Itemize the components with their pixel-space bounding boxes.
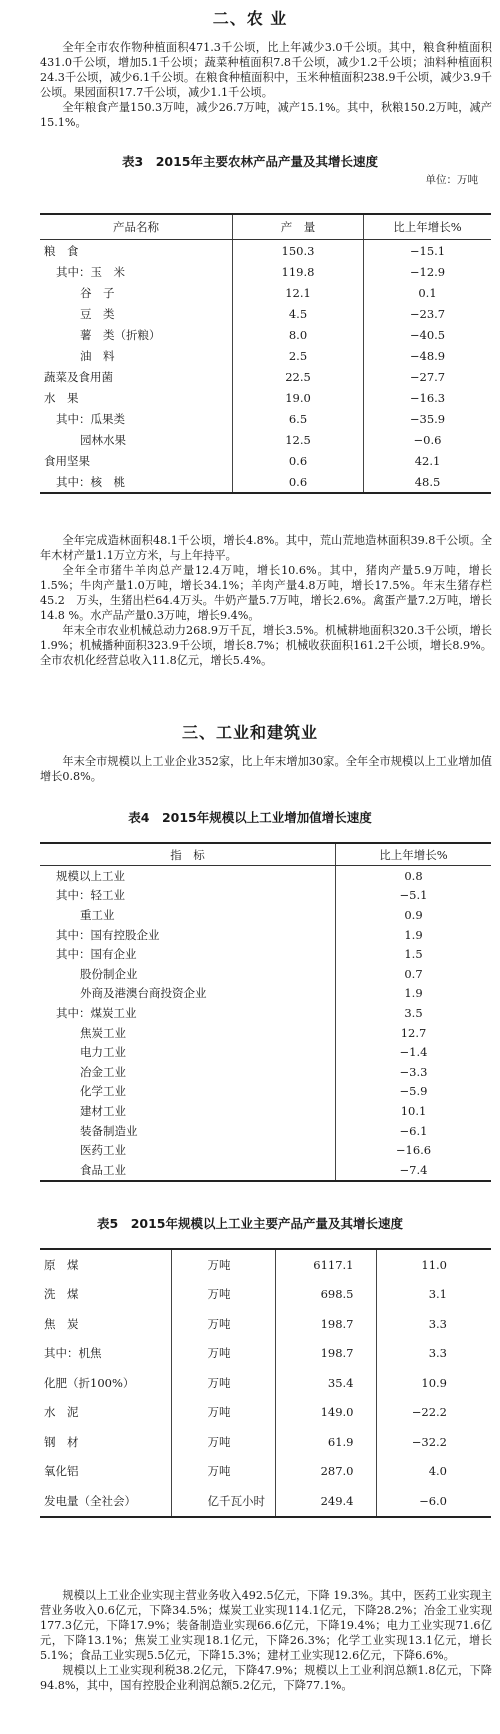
table-row (40, 886, 491, 906)
industry-intro-text (40, 754, 492, 784)
product-name-cell: 其中：瓜果类 (56, 411, 125, 426)
output-cell: 0.6 (233, 450, 364, 471)
column-header: 产品名称 (40, 214, 233, 240)
table-row (40, 1042, 491, 1062)
unit-cell: 万吨 (171, 1249, 275, 1280)
table-row (40, 240, 491, 262)
table-row (40, 1309, 491, 1339)
table-row (40, 282, 491, 303)
unit-cell: 万吨 (171, 1280, 275, 1310)
output-cell: 150.3 (233, 240, 364, 262)
paragraph: 年末全市农业机械总动力268.9万千瓦，增长3.5%。机械耕地面积320.3千公顷，增长1.9%；机械播种面积323.9千公顷，增长8.7%；机械收获面积161.2千公顷，增长8.9%。全市农机化经营总收入11.8亿元，增长5.4%。 (40, 624, 492, 667)
output-cell: 6.5 (233, 408, 364, 429)
growth-cell: 10.9 (376, 1368, 491, 1398)
table3-body (40, 240, 491, 494)
table-row (40, 387, 491, 408)
paragraph: 全年粮食产量150.3万吨，减少26.7万吨，减产15.1%。其中，秋粮150.2万吨，减产15.1%。 (40, 101, 492, 129)
growth-cell: 0.1 (418, 285, 437, 300)
table-header-row (40, 214, 491, 240)
output-cell: 61.9 (275, 1427, 376, 1457)
indicator-cell: 医药工业 (80, 1143, 126, 1158)
table-row (40, 471, 491, 493)
output-cell: 6117.1 (275, 1249, 376, 1280)
output-cell: 2.5 (233, 345, 364, 366)
output-cell: 698.5 (275, 1280, 376, 1310)
paragraph: 全年全市猪牛羊肉总产量12.4万吨，增长10.6%。其中，猪肉产量5.9万吨，增长1.5%；牛肉产量1.0万吨，增长34.1%；羊肉产量4.8万吨，增长17.5%。年末生猪存栏45.2 万头，生猪出栏64.4万头。牛奶产量5.7万吨，增长2.6%。禽蛋产量7.2万吨，增长14.8 %。水产品产量0.3万吨，增长9.4%。 (40, 564, 492, 622)
output-cell: 198.7 (275, 1309, 376, 1339)
table3-title: 表3 2015年主要农林产品产量及其增长速度 (122, 154, 378, 169)
growth-cell: −23.7 (409, 306, 446, 321)
unit-cell: 万吨 (171, 1427, 275, 1457)
growth-cell: −16.3 (409, 390, 446, 405)
product-name-cell: 其中：玉 米 (56, 264, 125, 279)
table-row (40, 964, 491, 984)
product-name-cell: 其中：核 桃 (56, 474, 125, 489)
indicator-cell: 重工业 (80, 907, 115, 922)
table3-unit: 单位：万吨 (425, 174, 478, 186)
output-cell: 4.5 (233, 303, 364, 324)
product-name-cell: 薯 类（折粮） (80, 327, 161, 342)
growth-cell: −7.4 (336, 1160, 492, 1181)
growth-cell: 0.8 (336, 866, 492, 886)
product-name-cell: 化肥（折100%） (44, 1375, 135, 1390)
growth-cell: −5.1 (336, 886, 492, 906)
indicator-cell: 焦炭工业 (80, 1025, 126, 1040)
growth-cell: 3.5 (336, 1003, 492, 1023)
growth-cell: 3.3 (376, 1339, 491, 1369)
growth-cell: −22.2 (376, 1398, 491, 1428)
product-name-cell: 原 煤 (44, 1257, 79, 1272)
growth-cell: −5.9 (336, 1082, 492, 1102)
growth-cell: 1.9 (336, 984, 492, 1004)
product-name-cell: 水 泥 (44, 1405, 79, 1420)
growth-cell: −6.1 (336, 1121, 492, 1141)
table-row (40, 429, 491, 450)
growth-cell: 4.0 (376, 1457, 491, 1487)
product-name-cell: 发电量（全社会） (44, 1493, 136, 1508)
table5-body (40, 1249, 491, 1517)
table-row (40, 366, 491, 387)
growth-cell: −16.6 (336, 1140, 492, 1160)
product-name-cell: 焦 炭 (44, 1316, 79, 1331)
product-name-cell: 蔬菜及食用菌 (44, 369, 113, 384)
table-row (40, 324, 491, 345)
paragraph: 全年完成造林面积48.1千公顷，增长4.8%。其中，荒山荒地造林面积39.8千公顷。全年木材产量1.1万立方米，与上年持平。 (40, 534, 492, 562)
unit-cell: 万吨 (171, 1368, 275, 1398)
indicator-cell: 装备制造业 (80, 1123, 138, 1138)
output-cell: 287.0 (275, 1457, 376, 1487)
table5 (40, 1248, 491, 1518)
output-cell: 22.5 (233, 366, 364, 387)
growth-cell: 48.5 (414, 474, 441, 489)
product-name-cell: 豆 类 (80, 306, 115, 321)
output-cell: 149.0 (275, 1398, 376, 1428)
forestry-livestock-text (40, 533, 492, 668)
growth-cell: −12.9 (409, 264, 446, 279)
output-cell: 8.0 (233, 324, 364, 345)
indicator-cell: 其中：煤炭工业 (56, 1005, 137, 1020)
product-name-cell: 园林水果 (80, 432, 126, 447)
table-row (40, 1160, 491, 1181)
paragraph: 规模以上工业实现利税38.2亿元，下降47.9%；规模以上工业利润总额1.8亿元，下降94.8%，其中，国有控股企业利润总额5.2亿元，下降77.1%。 (40, 1664, 492, 1692)
unit-cell: 万吨 (171, 1457, 275, 1487)
growth-cell: 42.1 (414, 453, 441, 468)
table4 (40, 842, 491, 1182)
indicator-cell: 其中：国有企业 (56, 947, 137, 962)
table-row (40, 261, 491, 282)
indicator-cell: 其中：国有控股企业 (56, 927, 160, 942)
growth-cell: −35.9 (409, 411, 446, 426)
industry-revenue-text (40, 1588, 492, 1693)
unit-cell: 万吨 (171, 1339, 275, 1369)
table-header-row (40, 843, 491, 866)
table-row (40, 1023, 491, 1043)
paragraph: 规模以上工业企业实现主营业务收入492.5亿元，下降 19.3%。其中，医药工业实现主营业务收入0.6亿元，下降34.5%；煤炭工业实现114.1亿元，下降28.2%；冶金工业实现177.3亿元，下降17.9%；装备制造业实现66.6亿元，下降19.4%；电力工业实现71.6亿元，下降13.1%；焦炭工业实现18.1亿元，下降26.3%；化学工业实现13.1亿元，增长5.1%；食品工业实现5.5亿元，下降15.3%；建材工业实现12.6亿元，下降6.6%。 (40, 1589, 492, 1662)
table-row (40, 1101, 491, 1121)
section-title-agriculture: 二、农 业 (212, 9, 288, 28)
indicator-cell: 冶金工业 (80, 1064, 126, 1079)
output-cell: 12.1 (233, 282, 364, 303)
table-row (40, 1003, 491, 1023)
unit-cell: 万吨 (171, 1398, 275, 1428)
growth-cell: −3.3 (336, 1062, 492, 1082)
indicator-cell: 外商及港澳台商投资企业 (80, 986, 207, 1001)
indicator-cell: 建材工业 (80, 1103, 126, 1118)
table-row (40, 1457, 491, 1487)
output-cell: 249.4 (275, 1486, 376, 1517)
table5-title: 表5 2015年规模以上工业主要产品产量及其增长速度 (97, 1216, 403, 1231)
unit-cell: 万吨 (171, 1309, 275, 1339)
output-cell: 12.5 (233, 429, 364, 450)
growth-cell: −0.6 (413, 432, 442, 447)
table-row (40, 1280, 491, 1310)
output-cell: 119.8 (233, 261, 364, 282)
table-row (40, 303, 491, 324)
indicator-cell: 化学工业 (80, 1084, 126, 1099)
product-name-cell: 洗 煤 (44, 1287, 79, 1302)
product-name-cell: 水 果 (44, 390, 79, 405)
growth-cell: 1.9 (336, 925, 492, 945)
column-header: 比上年增长% (364, 214, 492, 240)
unit-cell: 亿千瓦小时 (171, 1486, 275, 1517)
paragraph: 年末全市规模以上工业企业352家，比上年末增加30家。全年全市规模以上工业增加值增长0.8%。 (40, 755, 492, 783)
table-row (40, 1427, 491, 1457)
output-cell: 0.6 (233, 471, 364, 493)
product-name-cell: 氧化铝 (44, 1464, 79, 1479)
growth-cell: 1.5 (336, 944, 492, 964)
table-row (40, 1398, 491, 1428)
growth-cell: 3.3 (376, 1309, 491, 1339)
table-row (40, 984, 491, 1004)
table4-body (40, 866, 491, 1181)
indicator-cell: 食品工业 (80, 1162, 126, 1177)
growth-cell: −6.0 (376, 1486, 491, 1517)
product-name-cell: 谷 子 (80, 285, 115, 300)
table-row (40, 1249, 491, 1280)
table3 (40, 213, 491, 494)
growth-cell: −27.7 (409, 369, 446, 384)
column-header: 产 量 (233, 214, 364, 240)
table-row (40, 944, 491, 964)
output-cell: 35.4 (275, 1368, 376, 1398)
table-row (40, 925, 491, 945)
indicator-cell: 股份制企业 (80, 966, 138, 981)
indicator-cell: 其中：轻工业 (56, 888, 125, 903)
indicator-cell: 电力工业 (80, 1045, 126, 1060)
table-row (40, 345, 491, 366)
column-header: 指 标 (40, 843, 336, 866)
output-cell: 19.0 (233, 387, 364, 408)
output-cell: 198.7 (275, 1339, 376, 1369)
growth-cell: 0.7 (336, 964, 492, 984)
table-row (40, 1486, 491, 1517)
section-title-industry: 三、工业和建筑业 (181, 723, 318, 742)
growth-cell: 10.1 (336, 1101, 492, 1121)
column-header: 比上年增长% (336, 843, 492, 866)
table-row (40, 1062, 491, 1082)
agriculture-text (40, 40, 492, 130)
paragraph: 全年全市农作物种植面积471.3千公顷，比上年减少3.0千公顷。其中，粮食种植面积431.0千公顷，增加5.1千公顷；蔬菜种植面积7.8千公顷，减少1.2千公顷；油料种植面积24.3千公顷，减少6.1千公顷。在粮食种植面积中，玉米种植面积238.9千公顷，减少3.9千公顷。果园面积17.7千公顷，减少1.1千公顷。 (40, 41, 492, 99)
growth-cell: 0.9 (336, 905, 492, 925)
product-name-cell: 其中：机焦 (44, 1346, 102, 1361)
product-name-cell: 食用坚果 (44, 453, 90, 468)
growth-cell: −48.9 (409, 348, 446, 363)
table4-title: 表4 2015年规模以上工业增加值增长速度 (128, 810, 372, 825)
table-row (40, 905, 491, 925)
table-row (40, 1368, 491, 1398)
growth-cell: −40.5 (409, 327, 446, 342)
product-name-cell: 粮 食 (44, 243, 79, 258)
table-row (40, 1339, 491, 1369)
growth-cell: −32.2 (376, 1427, 491, 1457)
table-row (40, 866, 491, 886)
growth-cell: −1.4 (336, 1042, 492, 1062)
growth-cell: −15.1 (409, 243, 446, 258)
growth-cell: 11.0 (376, 1249, 491, 1280)
table-row (40, 1121, 491, 1141)
growth-cell: 12.7 (336, 1023, 492, 1043)
indicator-cell: 规模以上工业 (56, 868, 125, 883)
table-row (40, 1140, 491, 1160)
table-row (40, 1082, 491, 1102)
table-row (40, 408, 491, 429)
table-row (40, 450, 491, 471)
growth-cell: 3.1 (376, 1280, 491, 1310)
product-name-cell: 钢 材 (44, 1434, 79, 1449)
product-name-cell: 油 料 (80, 348, 115, 363)
